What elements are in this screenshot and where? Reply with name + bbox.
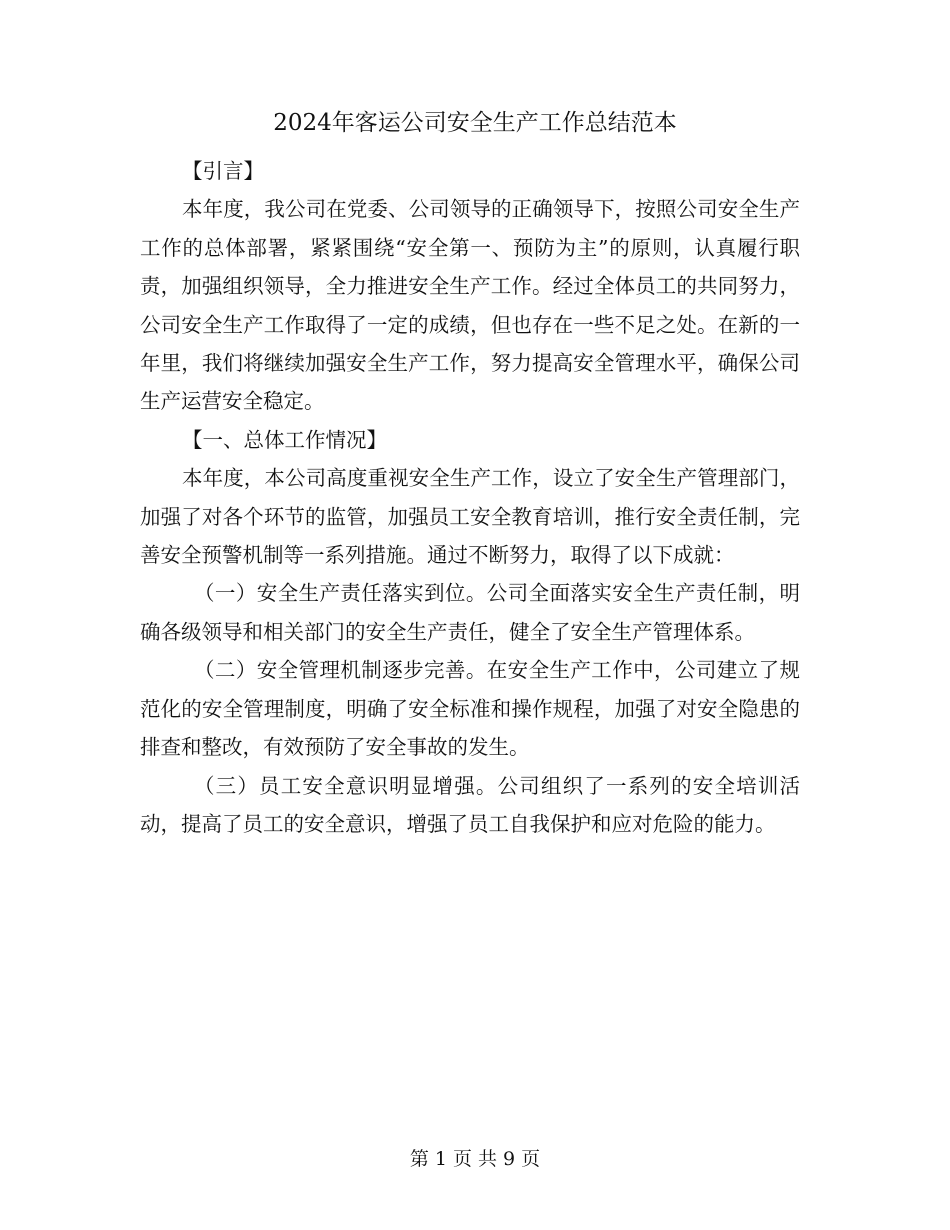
section-paragraph: 本年度，本公司高度重视安全生产工作，设立了安全生产管理部门，加强了对各个环节的监管，加强员工安全教育培训，推行安全责任制，完善安全预警机制等一系列措施。通过不断努力，取得了以下成就： xyxy=(140,466,800,568)
list-item: （三）员工安全意识明显增强。公司组织了一系列的安全培训活动，提高了员工的安全意识，增强了员工自我保护和应对危险的能力。 xyxy=(140,773,800,836)
list-item: （一）安全生产责任落实到位。公司全面落实安全生产责任制，明确各级领导和相关部门的安全生产责任，健全了安全生产管理体系。 xyxy=(140,581,800,644)
document-body xyxy=(140,152,800,843)
section-heading: 【一、总体工作情况】 xyxy=(182,427,387,452)
intro-paragraph: 本年度，我公司在党委、公司领导的正确领导下，按照公司安全生产工作的总体部署，紧紧围绕“安全第一、预防为主”的原则，认真履行职责，加强组织领导，全力推进安全生产工作。经过全体员工的共同努力，公司安全生产工作取得了一定的成绩，但也存在一些不足之处。在新的一年里，我们将继续加强安全生产工作，努力提高安全管理水平，确保公司生产运营安全稳定。 xyxy=(140,197,800,414)
intro-heading: 【引言】 xyxy=(182,159,264,183)
list-item: （二）安全管理机制逐步完善。在安全生产工作中，公司建立了规范化的安全管理制度，明确了安全标准和操作规程，加强了对安全隐患的排查和整改，有效预防了安全事故的发生。 xyxy=(140,658,800,760)
document-title: 2024年客运公司安全生产工作总结范本 xyxy=(273,110,677,136)
page-number: 第 1 页 共 9 页 xyxy=(409,1148,541,1170)
